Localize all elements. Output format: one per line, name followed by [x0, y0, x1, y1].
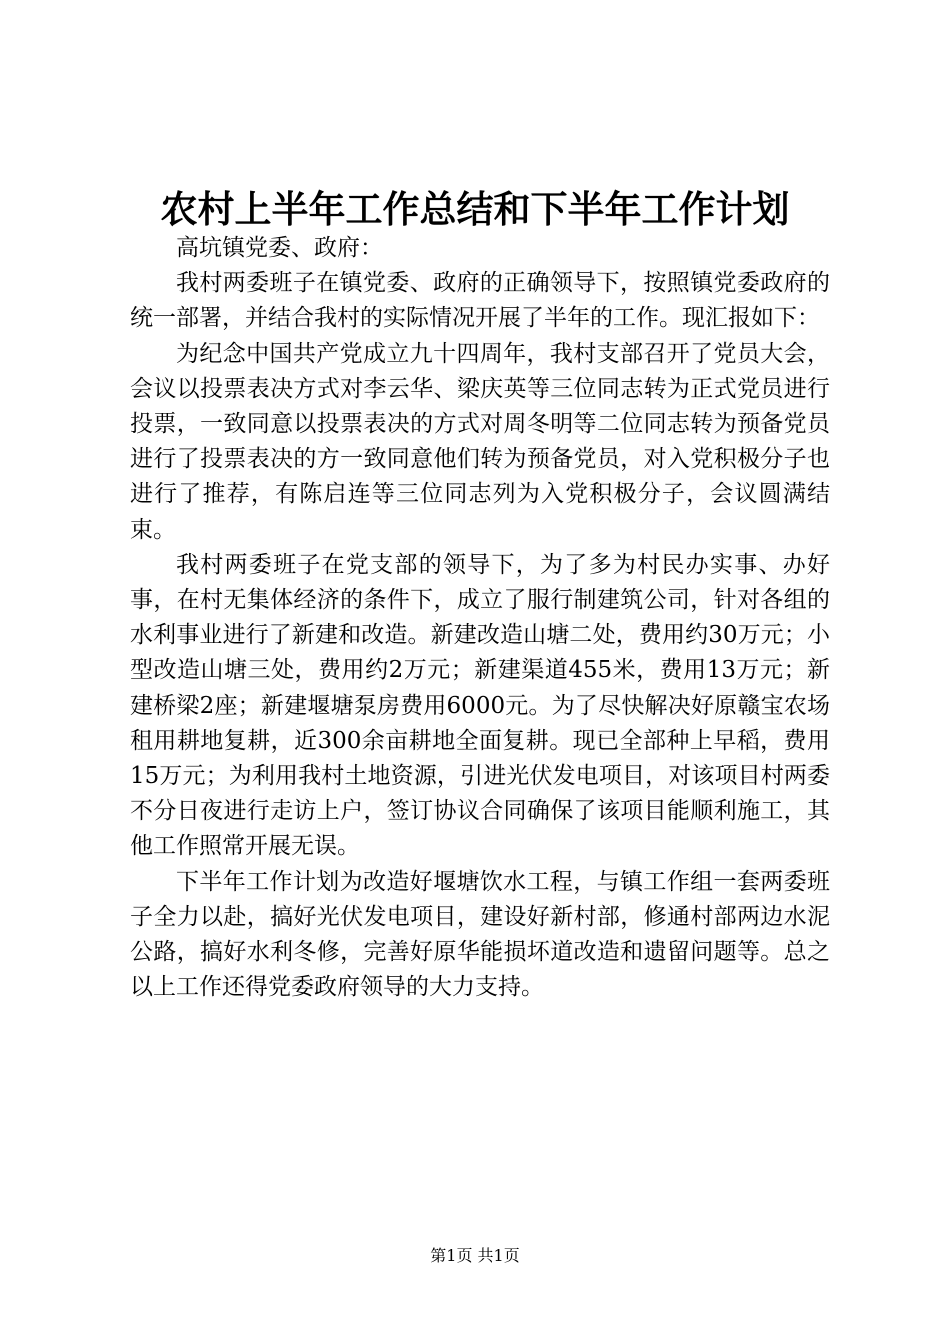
paragraph-party-meeting: 为纪念中国共产党成立九十四周年，我村支部召开了党员大会，会议以投票表决方式对李云华、梁庆英等三位同志转为正式党员进行投票，一致同意以投票表决的方式对周冬明等二位同志转为预备党员进行了投票表决的方一致同意他们转为预备党员，对入党积极分子也进行了推荐，有陈启连等三位同志列为入党积极分子，会议圆满结束。 — [130, 340, 830, 543]
paragraph-second-half-plan: 下半年工作计划为改造好堰塘饮水工程，与镇工作组一套两委班子全力以赴，搞好光伏发电项目，建设好新村部，修通村部两边水泥公路，搞好水利冬修，完善好原华能损坏道改造和遗留问题等。总之以上工作还得党委政府领导的大力支持。 — [130, 868, 830, 1001]
document-body — [130, 231, 830, 1005]
document-title: 农村上半年工作总结和下半年工作计划 — [160, 187, 790, 231]
paragraph-infrastructure: 我村两委班子在党支部的领导下，为了多为村民办实事、办好事，在村无集体经济的条件下，成立了服行制建筑公司，针对各组的水利事业进行了新建和改造。新建改造山塘二处，费用约30万元；小型改造山塘三处，费用约2万元；新建渠道455米，费用13万元；新建桥梁2座；新建堰塘泵房费用6000元。为了尽快解决好原赣宝农场租用耕地复耕，近300余亩耕地全面复耕。现已全部种上早稻，费用15万元；为利用我村土地资源，引进光伏发电项目，对该项目村两委不分日夜进行走访上户，签订协议合同确保了该项目能顺利施工，其他工作照常开展无误。 — [130, 551, 830, 860]
page-footer — [0, 1244, 950, 1268]
page-total: 共1页 — [477, 1246, 520, 1265]
salutation: 高坑镇党委、政府： — [176, 235, 383, 261]
page-number: 第1页 — [430, 1246, 473, 1265]
paragraph-intro: 我村两委班子在镇党委、政府的正确领导下，按照镇党委政府的统一部署，并结合我村的实际情况开展了半年的工作。现汇报如下： — [130, 270, 830, 332]
